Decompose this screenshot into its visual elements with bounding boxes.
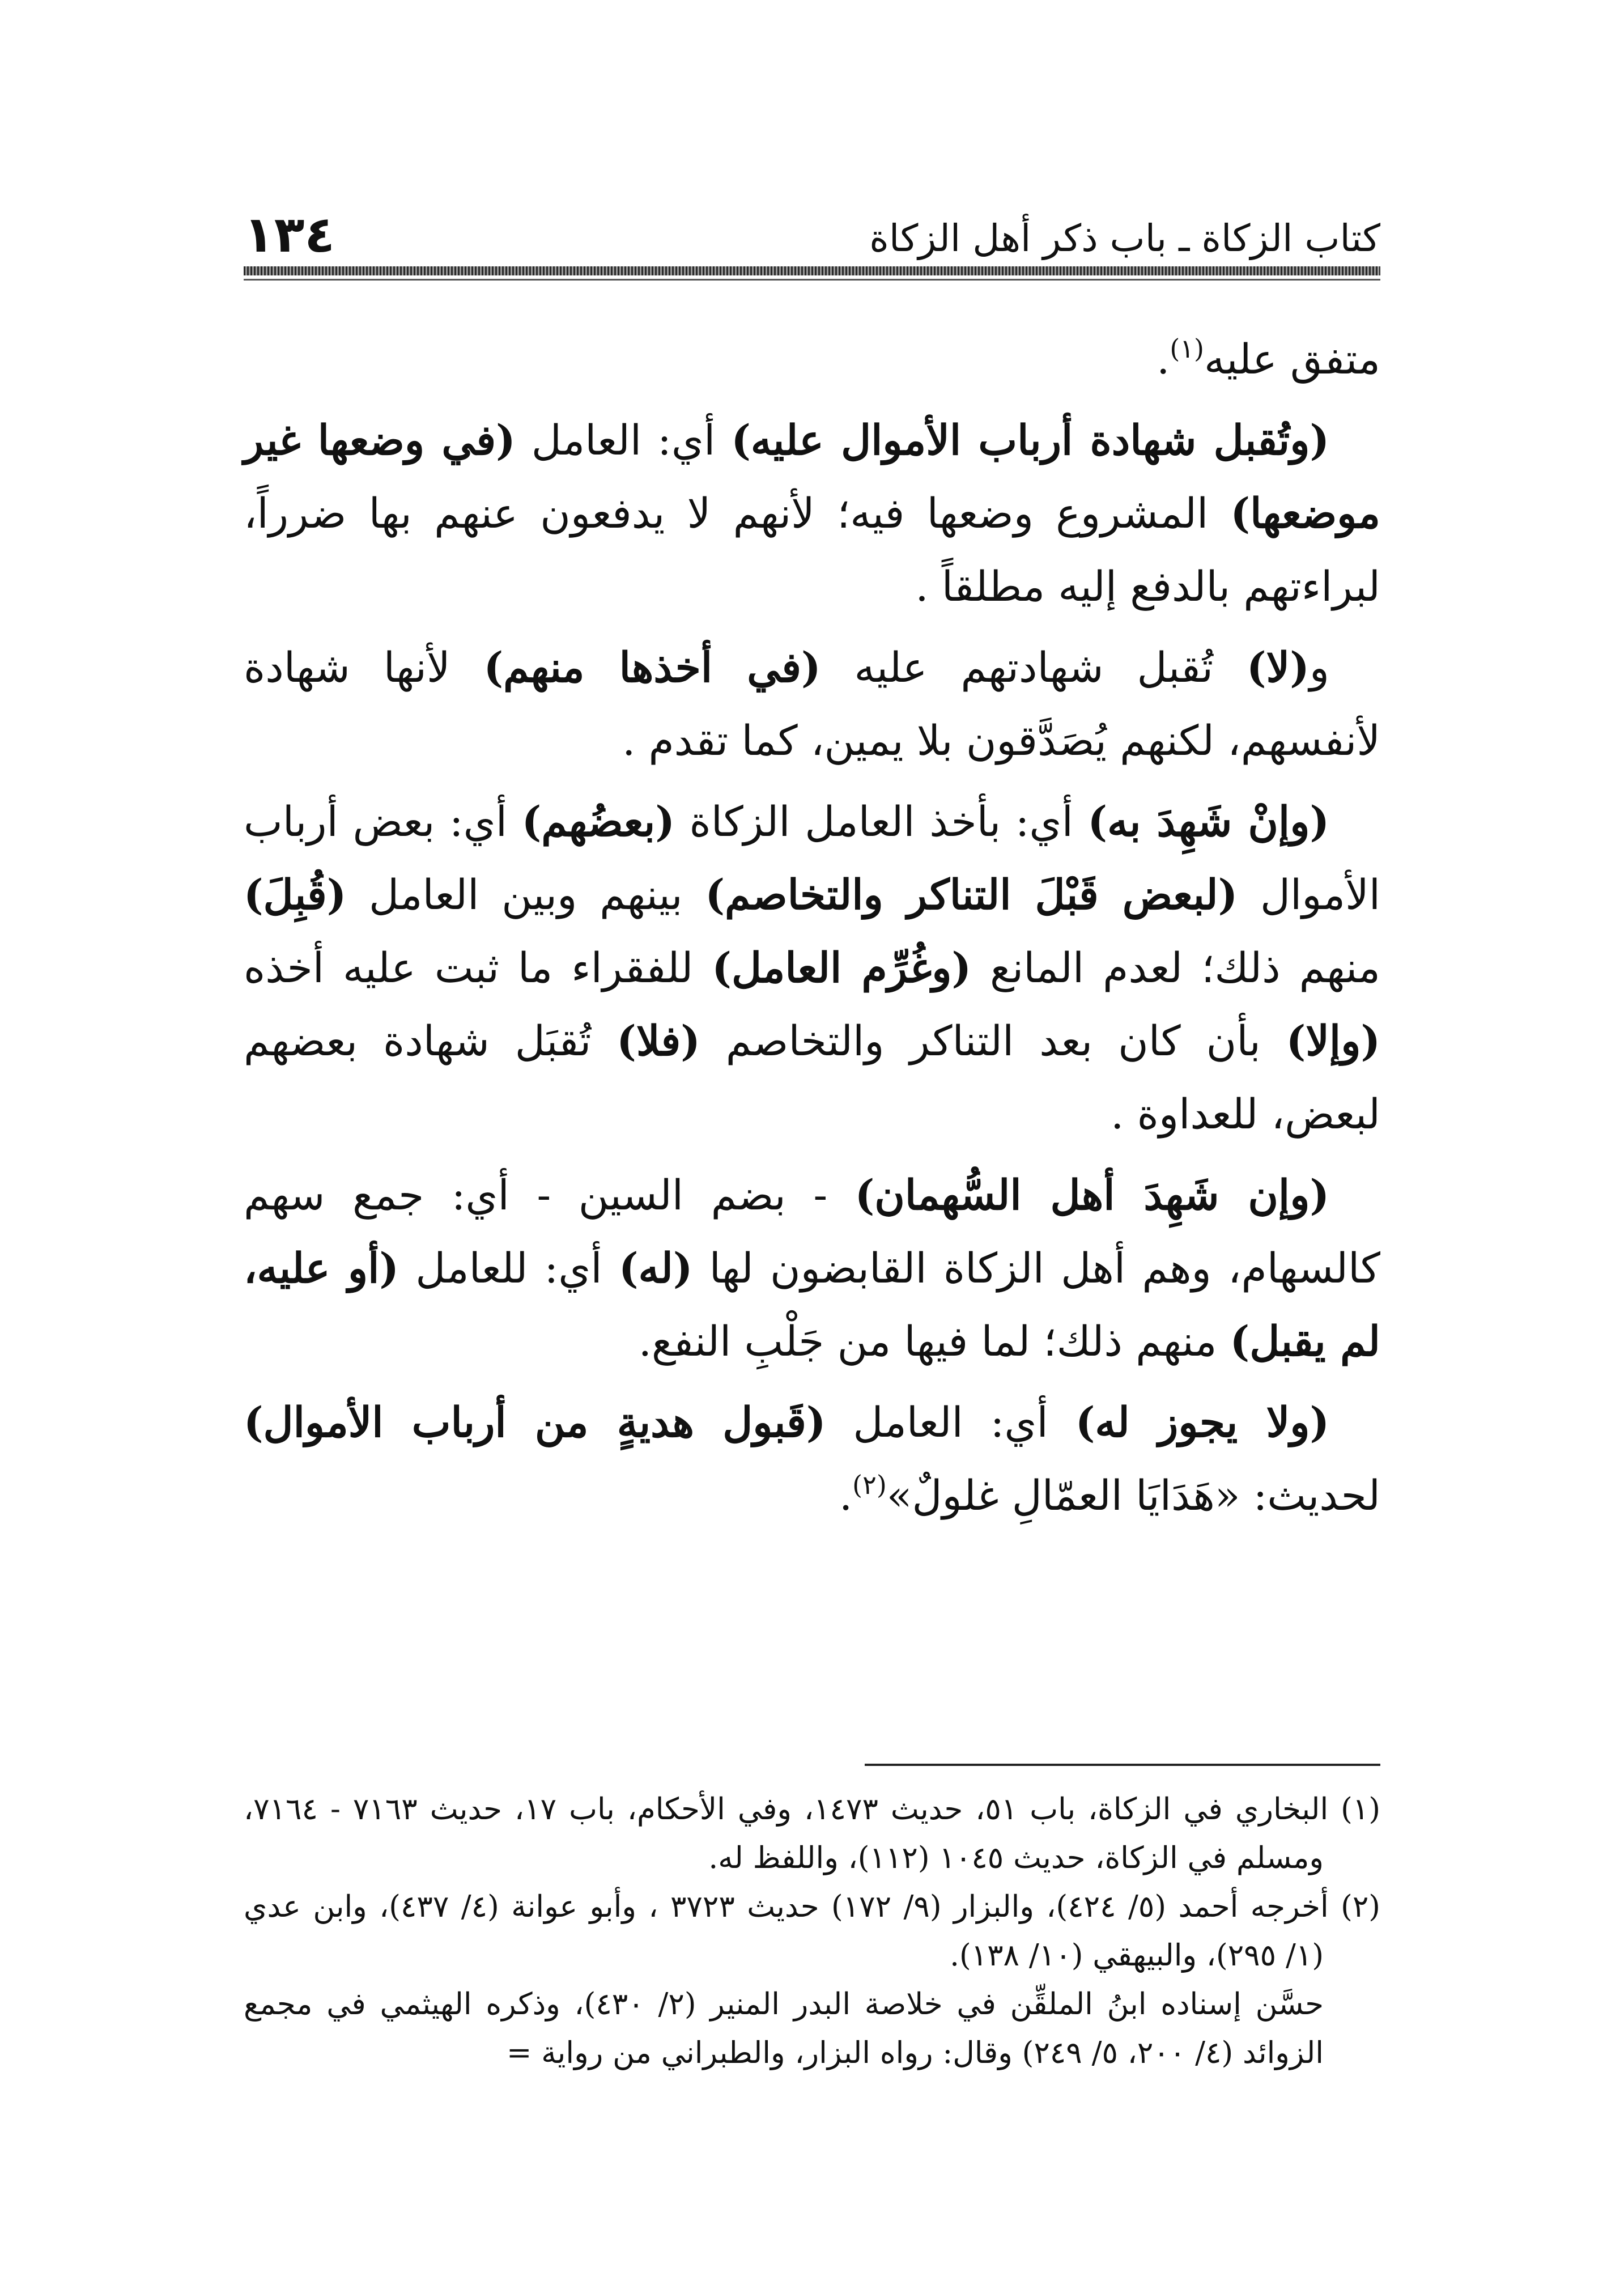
footnotes <box>244 1785 1380 2078</box>
matn-text: (لبعض قَبْلَ التناكر والتخاصم) <box>705 871 1238 919</box>
footnote-divider <box>865 1764 1380 1766</box>
matn-text: (له) <box>618 1244 693 1293</box>
commentary-text: لحديث: «هَدَايَا العمّالِ غلولٌ» <box>886 1472 1380 1520</box>
paragraph-1 <box>244 323 1380 396</box>
commentary-text: منهم ذلك؛ لعدم المانع <box>971 944 1380 992</box>
commentary-text: للفقراء ما ثبت عليه أخذه <box>244 944 712 992</box>
footnote-ref-2: (٢) <box>852 1470 887 1500</box>
matn-text: (بعضُهم) <box>521 797 675 846</box>
commentary-text: أي: العامل <box>826 1399 1075 1447</box>
running-header <box>244 192 1380 264</box>
chapter-title: كتاب الزكاة ـ باب ذكر أهل الزكاة <box>869 216 1380 261</box>
matn-text: (قُبِلَ) <box>244 871 347 919</box>
commentary-text: منهم ذلك؛ لما فيها من جَلْبِ النفع. <box>638 1318 1230 1366</box>
commentary-text: و <box>1309 644 1329 692</box>
paragraph-2 <box>244 404 1380 623</box>
footnote-2-continuation: حسَّن إسناده ابنُ الملقِّن في خلاصة البدر المنير (٢/ ٤٣٠)، وذكره الهيثمي في مجمع الزوائد (٤/ ٢٠٠، ٥/ ٢٤٩) وقال: رواه البزار، والطبراني من رواية = <box>244 1987 1324 2070</box>
commentary-text: تُقبل شهادتهم عليه <box>820 644 1247 692</box>
text: . <box>1157 336 1170 384</box>
commentary-text: لأنها شهادة لأنفسهم، لكنهم يُصَدَّقون بلا يمين، كما تقدم . <box>244 644 1380 765</box>
matn-text: (قَبول هديةٍ من أرباب الأموال) <box>244 1398 826 1447</box>
header-divider-thin <box>244 279 1380 281</box>
matn-text: (في وضعها غير موضعها) <box>244 416 1380 538</box>
matn-text: (في أخذها منهم) <box>483 643 821 692</box>
commentary-text: المشروع وضعها فيه؛ لأنهم لا يدفعون عنهم بها ضرراً، لبراءتهم بالدفع إليه مطلقاً . <box>244 490 1380 611</box>
commentary-text: تُقبَل شهادة بعضهم لبعض، للعداوة . <box>244 1017 1380 1139</box>
footnote-1 <box>244 1785 1380 1883</box>
commentary-text: أي: بأخذ العامل الزكاة <box>674 798 1088 846</box>
matn-text: (وتُقبل شهادة أرباب الأموال عليه) <box>731 416 1330 465</box>
footnote-number: (٢) <box>1341 1889 1380 1924</box>
paragraph-3 <box>244 631 1380 778</box>
commentary-text: - بضم السين - أي: جمع سهم كالسهام، وهم أهل الزكاة القابضون لها <box>244 1171 1380 1293</box>
footnote-2 <box>244 1883 1380 1980</box>
matn-text: (فلا) <box>617 1017 700 1065</box>
matn-text: (لا) <box>1247 643 1310 692</box>
matn-text: (وإلا) <box>1286 1017 1380 1065</box>
commentary-text: أي: بعض أرباب الأموال <box>244 798 1380 919</box>
paragraph-6 <box>244 1386 1380 1532</box>
page-number: ١٣٤ <box>244 205 335 264</box>
commentary-text: بأن كان بعد التناكر والتخاصم <box>700 1017 1286 1065</box>
paragraph-5 <box>244 1159 1380 1378</box>
paragraph-4 <box>244 785 1380 1151</box>
footnote-text: البخاري في الزكاة، باب ٥١، حديث ١٤٧٣، وفي الأحكام، باب ١٧، حديث ٧١٦٣ - ٧١٦٤، ومسلم في الزكاة، حديث ١٠٤٥ (١١٢)، واللفظ له. <box>244 1792 1341 1875</box>
footnote-number: (١) <box>1341 1792 1380 1827</box>
main-text <box>244 323 1380 1540</box>
commentary-text: بينهم وبين العامل <box>346 871 705 919</box>
header-divider <box>244 266 1380 275</box>
commentary-text: . <box>839 1472 853 1520</box>
commentary-text: أي: العامل <box>515 417 732 465</box>
footnote-text: أخرجه أحمد (٥/ ٤٢٤)، والبزار (٩/ ١٧٢) حديث ٣٧٢٣ ، وأبو عوانة (٤/ ٤٣٧)، وابن عدي (١/ ٢٩٥)، والبيهقي (١٠/ ١٣٨). <box>244 1889 1341 1973</box>
matn-text: (وإنْ شَهِدَ به) <box>1087 797 1330 846</box>
matn-text: (ولا يجوز له) <box>1075 1398 1330 1447</box>
footnote-ref-1: (١) <box>1170 333 1204 364</box>
matn-text: (أو عليه، لم يقبل) <box>244 1244 1380 1366</box>
matn-text: (وغُرِّم العامل) <box>712 944 971 992</box>
text: متفق عليه <box>1204 336 1380 384</box>
matn-text: (وإن شَهِدَ أهل السُّهمان) <box>854 1171 1329 1220</box>
commentary-text: أي: للعامل <box>398 1245 619 1293</box>
